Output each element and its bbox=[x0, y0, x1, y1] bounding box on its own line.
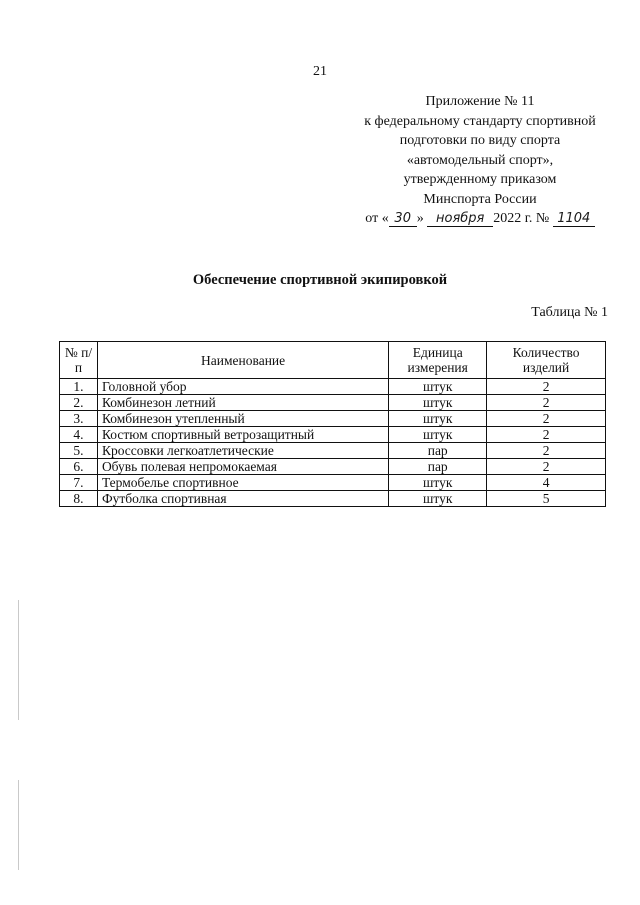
header-unit: Единица измерения bbox=[389, 342, 487, 379]
cell-qty: 4 bbox=[487, 475, 606, 491]
order-prefix: от « bbox=[365, 211, 389, 226]
section-title: Обеспечение спортивной экипировкой bbox=[192, 272, 448, 288]
appendix-line: к федеральному стандарту спортивной bbox=[364, 113, 596, 129]
appendix-block bbox=[330, 92, 630, 229]
order-year: 2022 г. № bbox=[493, 211, 550, 226]
appendix-line: «автомодельный спорт», bbox=[406, 152, 554, 168]
cell-unit: штук bbox=[389, 491, 487, 507]
cell-name: Кроссовки легкоатлетические bbox=[97, 443, 388, 459]
cell-unit: штук bbox=[389, 411, 487, 427]
header-num: № п/п bbox=[60, 342, 98, 379]
table-row bbox=[60, 411, 606, 427]
appendix-line: утвержденному приказом bbox=[403, 172, 557, 187]
cell-qty: 2 bbox=[487, 395, 606, 411]
table-header-row bbox=[60, 342, 606, 379]
cell-unit: штук bbox=[389, 427, 487, 443]
cell-name: Термобелье спортивное bbox=[97, 475, 388, 491]
cell-name: Комбинезон утепленный bbox=[97, 411, 388, 427]
header-qty: Количество изделий bbox=[487, 342, 606, 379]
cell-qty: 5 bbox=[487, 491, 606, 507]
cell-unit: штук bbox=[389, 475, 487, 491]
cell-qty: 2 bbox=[487, 427, 606, 443]
cell-name: Обувь полевая непромокаемая bbox=[97, 459, 388, 475]
cell-num: 8. bbox=[60, 491, 98, 507]
appendix-line: Приложение № 11 bbox=[425, 94, 535, 109]
cell-unit: штук bbox=[389, 395, 487, 411]
appendix-line: Минспорта России bbox=[423, 191, 537, 207]
header-name: Наименование bbox=[97, 342, 388, 379]
cell-qty: 2 bbox=[487, 443, 606, 459]
table-row bbox=[60, 491, 606, 507]
cell-name: Костюм спортивный ветрозащитный bbox=[97, 427, 388, 443]
cell-unit: пар bbox=[389, 459, 487, 475]
table-caption: Таблица № 1 bbox=[531, 305, 608, 320]
cell-name: Комбинезон летний bbox=[97, 395, 388, 411]
cell-name: Футболка спортивная bbox=[97, 491, 388, 507]
cell-num: 1. bbox=[60, 379, 98, 395]
table-row bbox=[60, 379, 606, 395]
table-row bbox=[60, 395, 606, 411]
cell-qty: 2 bbox=[487, 459, 606, 475]
handwritten-order-number: 1104 bbox=[553, 212, 595, 227]
cell-num: 5. bbox=[60, 443, 98, 459]
cell-unit: пар bbox=[389, 443, 487, 459]
cell-num: 7. bbox=[60, 475, 98, 491]
order-quote-close: » bbox=[416, 211, 424, 226]
appendix-line: подготовки по виду спорта bbox=[399, 133, 561, 148]
cell-num: 4. bbox=[60, 427, 98, 443]
cell-name: Головной убор bbox=[97, 379, 388, 395]
handwritten-month: ноября bbox=[427, 212, 493, 227]
page-number: 21 bbox=[313, 64, 327, 79]
order-reference bbox=[330, 209, 630, 229]
cell-num: 3. bbox=[60, 411, 98, 427]
cell-qty: 2 bbox=[487, 411, 606, 427]
cell-qty: 2 bbox=[487, 379, 606, 395]
handwritten-day: 30 bbox=[389, 212, 417, 227]
cell-num: 2. bbox=[60, 395, 98, 411]
cell-num: 6. bbox=[60, 459, 98, 475]
table-row bbox=[60, 443, 606, 459]
scan-edge-mark bbox=[18, 780, 19, 870]
table-row bbox=[60, 475, 606, 491]
scan-edge-mark bbox=[18, 600, 19, 720]
cell-unit: штук bbox=[389, 379, 487, 395]
table-row bbox=[60, 459, 606, 475]
equipment-table bbox=[59, 341, 606, 507]
table-row bbox=[60, 427, 606, 443]
